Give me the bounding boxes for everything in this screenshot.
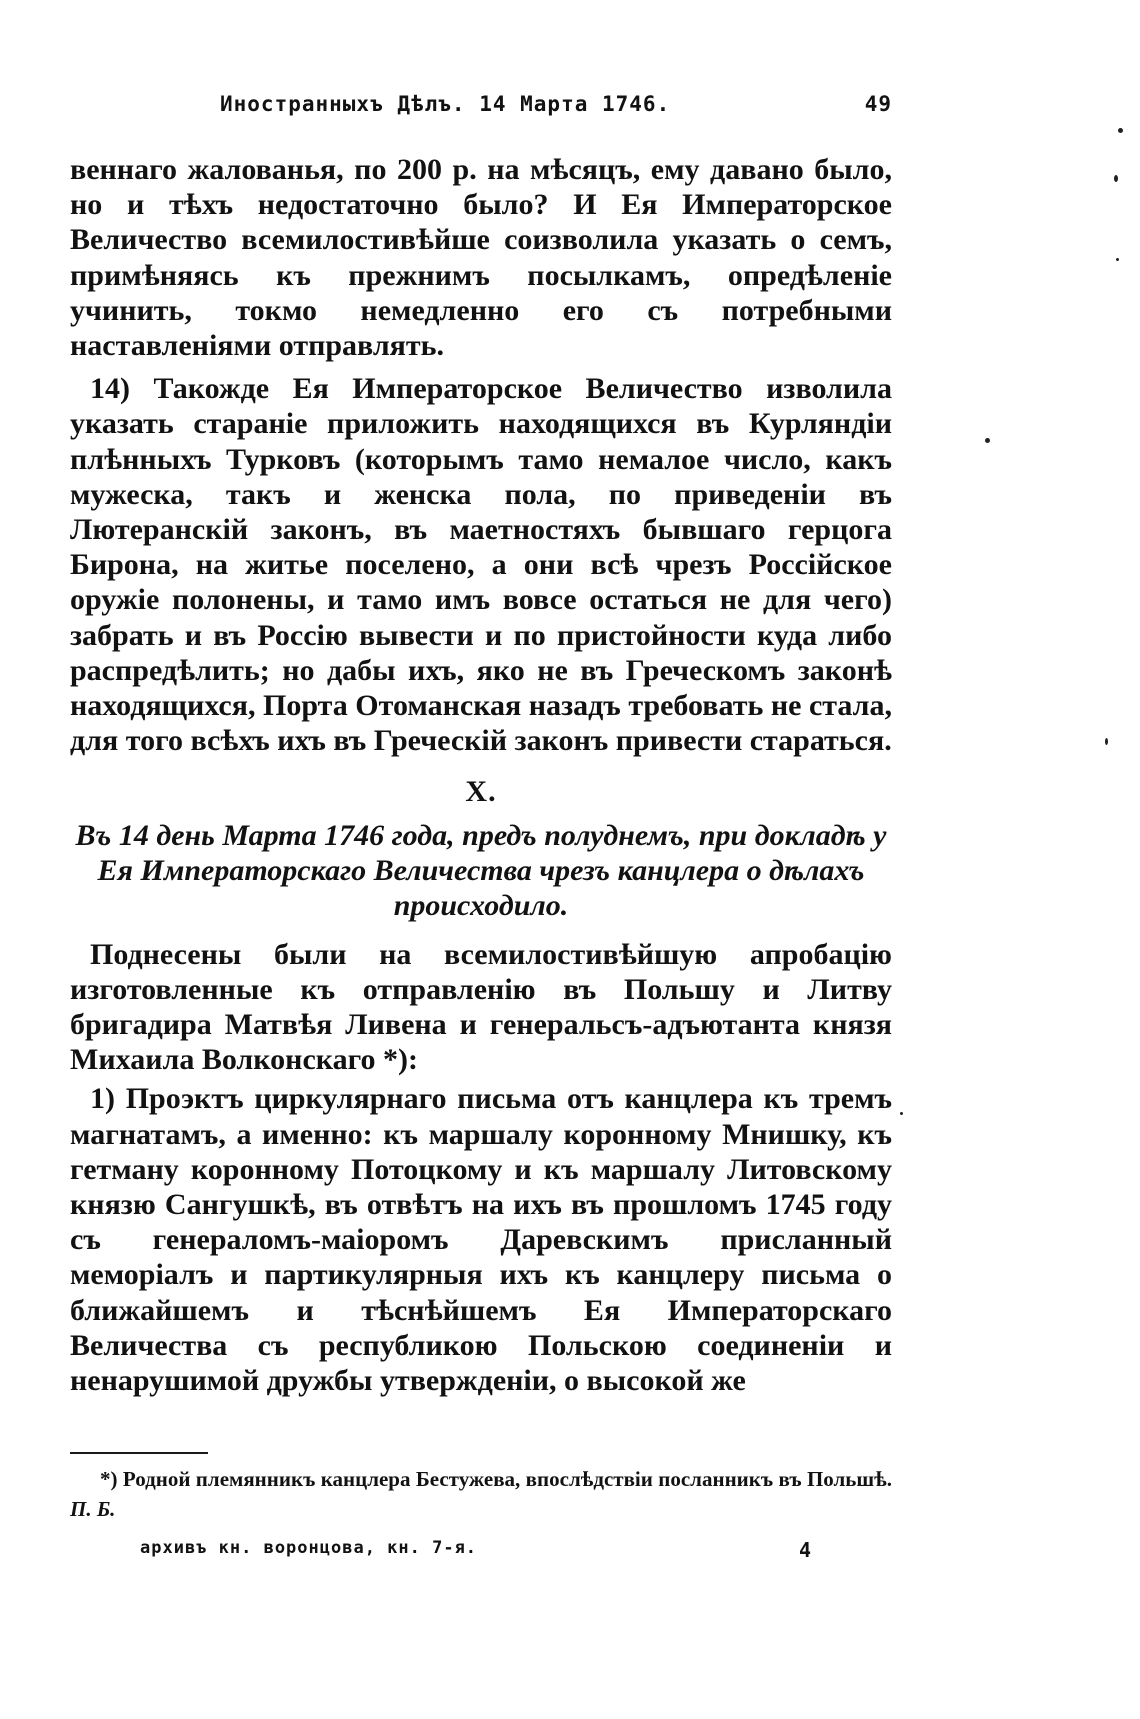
signature-mark: 4 (798, 1538, 812, 1562)
footnote-text: *) Родной племянникъ канцлера Бестужева, впослѣдствіи посланникъ въ Польшѣ. (100, 1467, 892, 1491)
scan-speck (900, 1112, 903, 1115)
scan-speck (1116, 258, 1119, 261)
paragraph-continued: веннаго жалованья, по 200 р. на мѣсяцъ, ему давано было, но и тѣхъ недостаточно было? И Ея Императорское Величество всемилостивѣйше соизволила указать о семъ, примѣняясь къ прежнимъ посылкамъ, опредѣленіе учинить, токмо немедленно его съ потребными наставленіями отправлять. (70, 153, 892, 363)
footnote-signature: П. Б. (70, 1497, 116, 1521)
page-footer (70, 1538, 892, 1568)
footnote-rule (70, 1452, 208, 1454)
scan-speck (1118, 128, 1123, 133)
main-text (70, 152, 892, 1398)
scan-speck (1114, 175, 1118, 182)
scan-speck (985, 438, 990, 443)
scan-speck (1105, 738, 1108, 745)
paragraph-item-14: 14) Такожде Ея Императорское Величество изволила указать стараніе приложить находящихся въ Курляндіи плѣнныхъ Турковъ (которымъ тамо немалое число, какъ мужеска, такъ и женска пола, по приведеніи въ Лютеранскій законъ, въ маетностяхъ бывшаго герцога Бирона, на житье поселено, а они всѣ чрезъ Россійское оружіе полонены, и тамо имъ вовсе остаться не для чего) забрать и въ Россію вывести и по пристойности куда либо распредѣлить; но дабы ихъ, яко не въ Греческомъ законѣ находящихся, Порта Отоманская назадъ требовать не стала, для того всѣхъ ихъ въ Греческій законъ привести стараться. (70, 372, 892, 758)
paragraph-intro: Поднесены были на всемилостивѣйшую апробацію изготовленные къ отправленію въ Польшу и Литву бригадира Матвѣя Ливена и генеральсъ-адъютанта князя Михаила Волконскаго *): (70, 937, 892, 1077)
archive-signature: архивъ кн. воронцова, кн. 7-я. (140, 1538, 478, 1558)
running-header (70, 92, 892, 128)
section-number: X. (465, 775, 497, 809)
page-number: 49 (864, 92, 892, 116)
footnote (70, 1464, 892, 1524)
section-heading: Въ 14 день Марта 1746 года, предъ полуднемъ, при докладѣ у Ея Императорскаго Величества чрезъ канцлера о дѣлахъ происходило. (75, 818, 887, 922)
running-title: Иностранныхъ Дѣлъ. 14 Марта 1746. (220, 92, 671, 116)
paragraph-item-1: 1) Проэктъ циркулярнаго письма отъ канцлера къ тремъ магнатамъ, а именно: къ маршалу коронному Мнишку, къ гетману коронному Потоцкому и къ маршалу Литовскому князю Сангушкѣ, въ отвѣтъ на ихъ въ прошломъ 1745 году съ генераломъ-маіоромъ Даревскимъ присланный меморіалъ и партикулярныя ихъ къ канцлеру письма о ближайшемъ и тѣснѣйшемъ Ея Императорскаго Величества съ республикою Польскою соединеніи и ненарушимой дружбы утвержденіи, о высокой же (70, 1082, 892, 1398)
